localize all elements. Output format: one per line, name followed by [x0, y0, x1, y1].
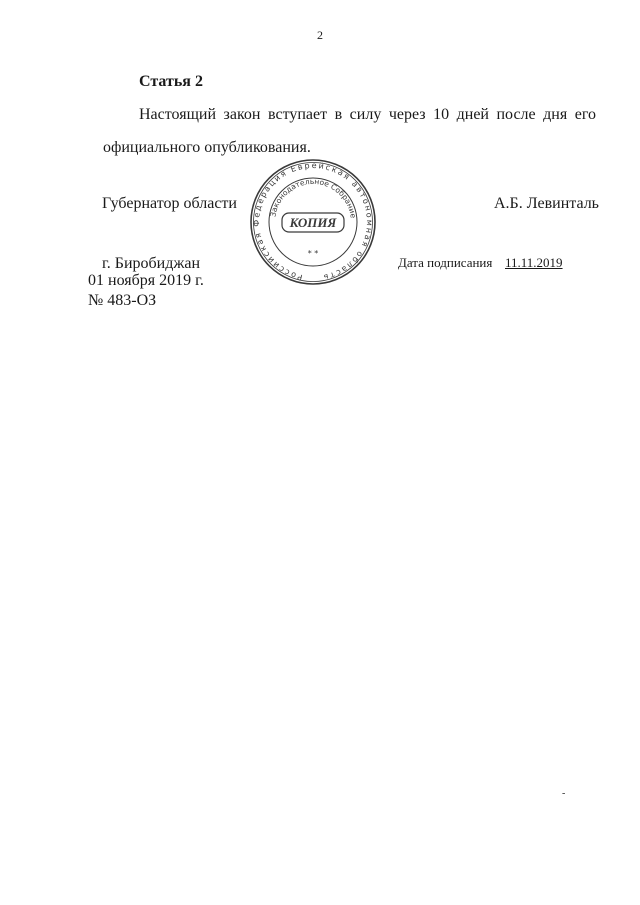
governor-title: Губернатор области: [102, 195, 237, 212]
article-text-line-2: официального опубликования.: [103, 139, 311, 156]
seal-stars: * *: [307, 249, 319, 258]
corner-mark: -: [562, 788, 566, 799]
official-seal: [249, 158, 377, 286]
seal-ring-text: Российская Федерация Еврейская автономная область: [251, 160, 375, 282]
article-text-line-1: Настоящий закон вступает в силу через 10 дней после дня его: [139, 106, 596, 123]
signing-date-value: 11.11.2019: [505, 255, 563, 270]
article-title: Статья 2: [139, 73, 203, 90]
signing-date-label: Дата подписания: [398, 255, 493, 270]
city: г. Биробиджан: [102, 255, 201, 272]
law-date: 01 ноября 2019 г.: [88, 272, 204, 289]
law-number: № 483-ОЗ: [88, 292, 157, 309]
page-number: 2: [317, 28, 323, 42]
seal-copy-label: КОПИЯ: [289, 215, 337, 230]
governor-name: А.Б. Левинталь: [494, 195, 599, 212]
seal-inner-text: Законодательное Собрание: [268, 176, 358, 219]
